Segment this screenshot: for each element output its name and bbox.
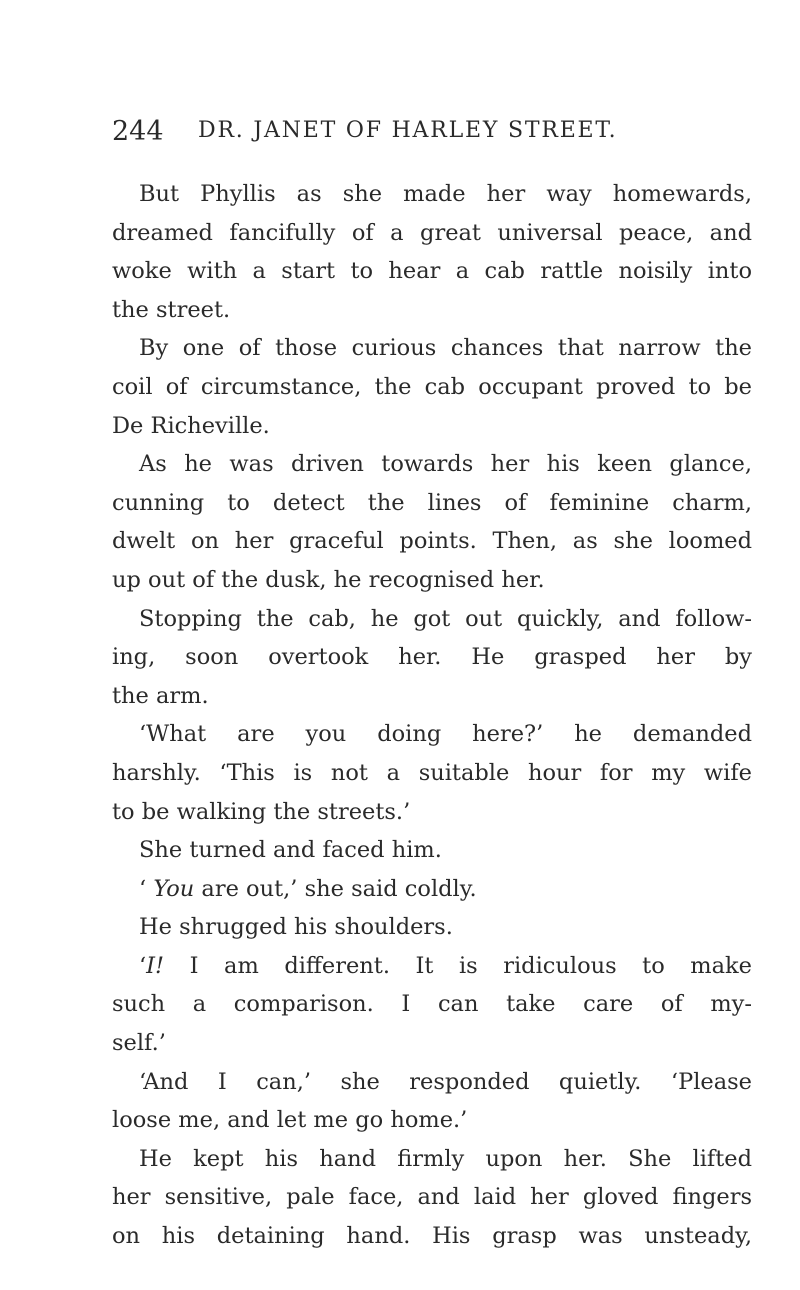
text-line: De Richeville. — [112, 412, 270, 439]
running-title: DR. JANET OF HARLEY STREET. — [198, 118, 618, 143]
text-line: the arm. — [112, 682, 209, 709]
text-line — [112, 870, 752, 909]
italic-word: You — [153, 875, 195, 902]
text-line: woke with a start to hear a cab rattle noisily into — [112, 258, 752, 285]
text-line: He kept his hand firmly upon her. She lifted — [139, 1145, 752, 1172]
page-number: 244 — [112, 116, 164, 147]
text-line: coil of circumstance, the cab occupant proved to be — [112, 373, 752, 400]
line-prefix: ‘ — [139, 952, 147, 979]
text-line: dwelt on her graceful points. Then, as she loomed — [112, 528, 752, 555]
text-line: self.’ — [112, 1030, 166, 1057]
text-line: He shrugged his shoulders. — [139, 914, 453, 941]
text-line: ‘And I can,’ she responded quietly. ‘Please — [139, 1068, 752, 1095]
text-line: ing, soon overtook her. He grasped her by — [112, 644, 752, 671]
text-line: harshly. ‘This is not a suitable hour for my wife — [112, 759, 752, 786]
text-line: her sensitive, pale face, and laid her gloved fingers — [112, 1184, 752, 1211]
text-line: As he was driven towards her his keen glance, — [139, 451, 752, 478]
text-line: such a comparison. I can take care of my- — [112, 991, 752, 1018]
text-line: cunning to detect the lines of feminine charm, — [112, 489, 752, 516]
line-text: are out,’ she said coldly. — [201, 875, 477, 902]
text-line: on his detaining hand. His grasp was unsteady, — [112, 1223, 752, 1250]
text-line: dreamed fancifully of a great universal peace, and — [112, 219, 752, 246]
text-line: By one of those curious chances that narrow the — [139, 335, 752, 362]
text-line: up out of the dusk, he recognised her. — [112, 566, 545, 593]
text-line: the street. — [112, 296, 231, 323]
line-prefix: ‘ — [139, 875, 154, 902]
text-line: She turned and faced him. — [139, 837, 442, 864]
line-text: I am different. It is ridiculous to make — [189, 952, 752, 979]
text-line: Stopping the cab, he got out quickly, and follow- — [139, 605, 752, 632]
italic-word: I! — [146, 952, 165, 979]
text-line: ‘What are you doing here?’ he demanded — [139, 721, 752, 748]
text-line: loose me, and let me go home.’ — [112, 1107, 468, 1134]
text-line: But Phyllis as she made her way homewards, — [139, 181, 752, 207]
text-line — [112, 947, 752, 986]
text-line: to be walking the streets.’ — [112, 798, 411, 825]
body-text — [112, 175, 752, 1256]
page-header — [112, 116, 752, 148]
